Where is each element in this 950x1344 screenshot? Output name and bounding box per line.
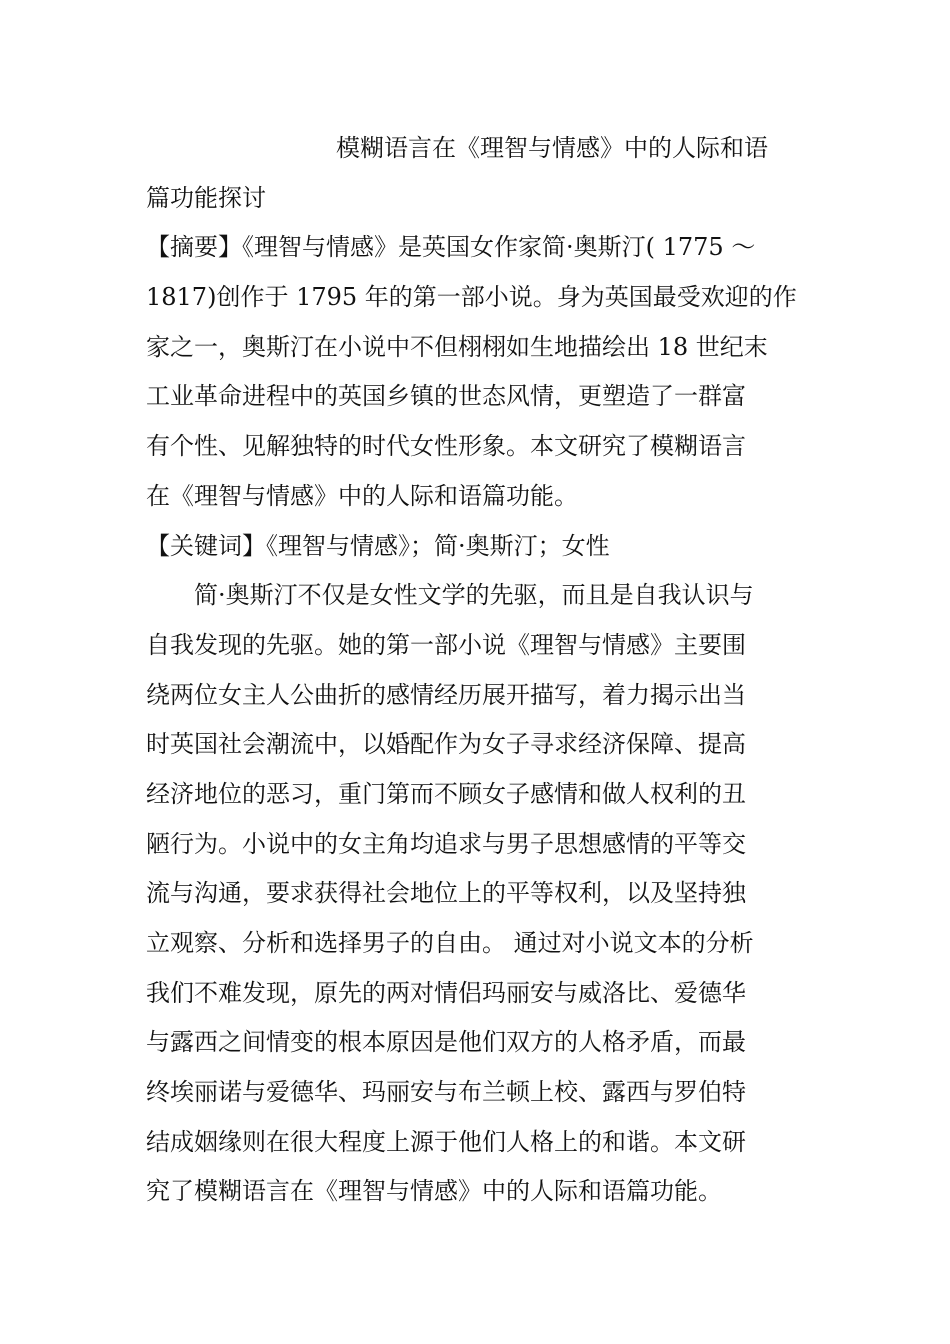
body-line: 结成姻缘则在很大程度上源于他们人格上的和谐。本文研: [146, 1127, 746, 1156]
title-line: 篇功能探讨: [146, 183, 266, 212]
abstract-line: 有个性、见解独特的时代女性形象。本文研究了模糊语言: [146, 432, 746, 461]
abstract-line: 在《理智与情感》中的人际和语篇功能。: [146, 481, 578, 510]
body-line: 立观察、分析和选择男子的自由。 通过对小说文本的分析: [146, 929, 754, 957]
body-line: 终埃丽诺与爱德华、玛丽安与布兰顿上校、露西与罗伯特: [146, 1078, 746, 1107]
title-line: 模糊语言在《理智与情感》中的人际和语: [336, 134, 768, 162]
document-page: [146, 124, 808, 1217]
body-paragraph: [146, 571, 808, 1217]
body-line: 我们不难发现，原先的两对情侣玛丽安与威洛比、爱德华: [146, 978, 746, 1007]
abstract-line: 【摘要】《理智与情感》是英国女作家简·奥斯汀( 1775 ～: [146, 233, 756, 262]
document-title: [146, 124, 808, 223]
body-line: 究了模糊语言在《理智与情感》中的人际和语篇功能。: [146, 1177, 722, 1206]
abstract-line: 工业革命进程中的英国乡镇的世态风情，更塑造了一群富: [146, 382, 746, 411]
body-line: 陋行为。小说中的女主角均追求与男子思想感情的平等交: [146, 829, 746, 858]
body-line: 与露西之间情变的根本原因是他们双方的人格矛盾，而最: [146, 1028, 746, 1057]
body-line: 时英国社会潮流中，以婚配作为女子寻求经济保障、提高: [146, 730, 746, 759]
body-line: 流与沟通，要求获得社会地位上的平等权利，以及坚持独: [146, 879, 746, 908]
body-line: 经济地位的恶习，重门第而不顾女子感情和做人权利的丑: [146, 779, 746, 808]
body-line: 简·奥斯汀不仅是女性文学的先驱，而且是自我认识与: [194, 581, 754, 610]
body-line: 自我发现的先驱。她的第一部小说《理智与情感》主要围: [146, 630, 746, 659]
body-line: 绕两位女主人公曲折的感情经历展开描写，着力揭示出当: [146, 680, 746, 709]
abstract-line: 家之一，奥斯汀在小说中不但栩栩如生地描绘出 18 世纪末: [146, 332, 768, 361]
keywords-line: 【关键词】《理智与情感》；简·奥斯汀；女性: [146, 531, 610, 560]
abstract: [146, 223, 808, 521]
abstract-line: 1817)创作于 1795 年的第一部小说。身为英国最受欢迎的作: [146, 283, 797, 312]
keywords: [146, 522, 808, 572]
